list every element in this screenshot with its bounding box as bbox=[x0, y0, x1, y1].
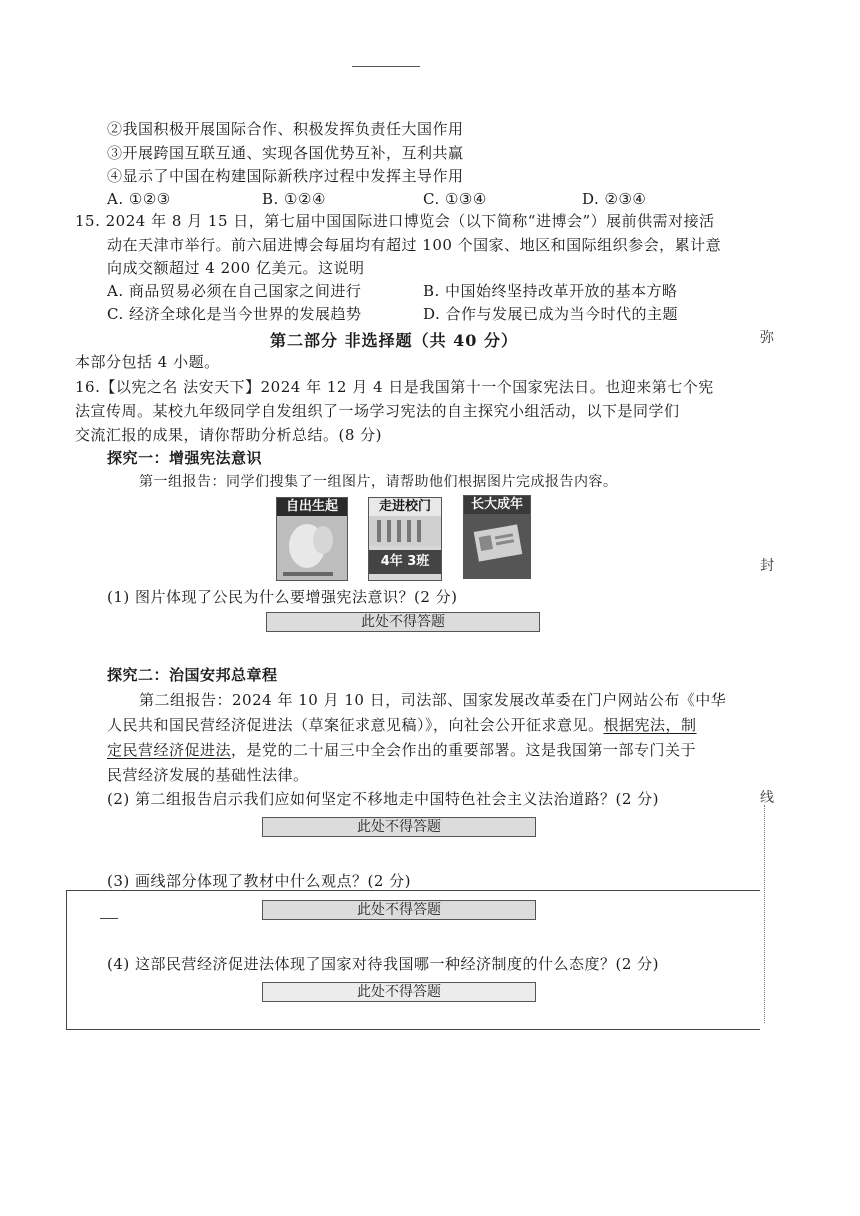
q15-choice-c: C. 经济全球化是当今世界的发展趋势 bbox=[107, 305, 362, 323]
picture-newborn bbox=[276, 497, 348, 581]
q16-stem-1: 16.【以宪之名 法安天下】2024 年 12 月 4 日是我国第十一个国家宪法日。也迎来第七个宪 bbox=[75, 378, 714, 396]
q15-choice-d: D. 合作与发展已成为当今时代的主题 bbox=[423, 305, 679, 323]
q15-stem-1: 15. 2024 年 8 月 15 日，第七届中国国际进口博览会（以下简称“进博会”）展前供需对接活 bbox=[75, 212, 715, 230]
group2-line-2 bbox=[107, 715, 697, 735]
q16-stem-2: 法宣传周。某校九年级同学自发组织了一场学习宪法的自主探究小组活动，以下是同学们 bbox=[75, 402, 680, 420]
option-line-2: ②我国积极开展国际合作、积极发挥负责任大国作用 bbox=[107, 120, 464, 138]
margin-char-mi: 弥 bbox=[760, 330, 774, 346]
top-rule bbox=[352, 66, 420, 67]
option-line-3: ③开展跨国互联互通、实现各国优势互补，互利共赢 bbox=[107, 144, 464, 162]
q15-stem-3: 向成交额超过 4 200 亿美元。这说明 bbox=[107, 259, 365, 277]
group2-line-3-text: ，是党的二十届三中全会作出的重要部署。这是我国第一部专门关于 bbox=[231, 741, 697, 759]
q16-sub2: (2) 第二组报告启示我们应如何坚定不移地走中国特色社会主义法治道路？(2 分) bbox=[107, 790, 660, 808]
q14-choice-d: D. ②③④ bbox=[582, 190, 647, 208]
picture-caption: 长大成年 bbox=[464, 496, 530, 514]
frame-top-line bbox=[66, 890, 760, 891]
picture-caption: 走进校门 bbox=[369, 498, 441, 516]
group2-underlined-1: 根据宪法，制 bbox=[603, 716, 697, 734]
margin-char-xian: 线 bbox=[760, 790, 774, 806]
margin-char-feng: 封 bbox=[760, 558, 774, 574]
binding-dotted-line bbox=[764, 805, 765, 1023]
q15-choice-a: A. 商品贸易必须在自己国家之间进行 bbox=[107, 282, 362, 300]
q15-choice-b: B. 中国始终坚持改革开放的基本方略 bbox=[423, 282, 678, 300]
q16-stem-3: 交流汇报的成果，请你帮助分析总结。(8 分) bbox=[75, 426, 383, 444]
short-dash bbox=[100, 918, 118, 919]
id-card-icon bbox=[464, 514, 531, 579]
picture-adult bbox=[463, 495, 531, 579]
group2-line-3 bbox=[107, 740, 696, 760]
group2-line-1: 第二组报告：2024 年 10 月 10 日，司法部、国家发展改革委在门户网站公布《中华 bbox=[139, 691, 727, 709]
q16-sub1: (1) 图片体现了公民为什么要增强宪法意识？(2 分) bbox=[107, 588, 458, 606]
no-answer-box-2: 此处不得答题 bbox=[262, 817, 536, 837]
q15-stem-2: 动在天津市举行。前六届进博会每届均有超过 100 个国家、地区和国际组织参会，累计意 bbox=[107, 236, 722, 254]
picture-caption: 自出生起 bbox=[277, 498, 347, 516]
q14-choice-a: A. ①②③ bbox=[107, 190, 171, 208]
option-line-4: ④显示了中国在构建国际新秩序过程中发挥主导作用 bbox=[107, 167, 464, 185]
frame-bottom-line bbox=[66, 1029, 760, 1030]
no-answer-box-3: 此处不得答题 bbox=[262, 900, 536, 920]
part2-title: 第二部分 非选择题（共 40 分） bbox=[270, 331, 518, 350]
newborn-hand-icon bbox=[277, 516, 348, 581]
group2-line-4: 民营经济发展的基础性法律。 bbox=[107, 766, 309, 784]
explore1-title: 探究一：增强宪法意识 bbox=[107, 449, 263, 467]
no-answer-box-4: 此处不得答题 bbox=[262, 982, 536, 1002]
group1-report: 第一组报告：同学们搜集了一组图片，请帮助他们根据图片完成报告内容。 bbox=[139, 474, 618, 490]
q14-choice-c: C. ①③④ bbox=[423, 190, 487, 208]
group2-underlined-2: 定民营经济促进法 bbox=[107, 741, 232, 759]
class-sign: 4年 3班 bbox=[369, 550, 441, 574]
explore2-title: 探究二：治国安邦总章程 bbox=[107, 666, 278, 684]
q14-choice-b: B. ①②④ bbox=[262, 190, 326, 208]
q16-sub4: (4) 这部民营经济促进法体现了国家对待我国哪一种经济制度的什么态度？(2 分) bbox=[107, 955, 660, 973]
no-answer-box-1: 此处不得答题 bbox=[266, 612, 540, 632]
frame-left-line bbox=[66, 890, 67, 1030]
school-gate-icon bbox=[369, 516, 442, 546]
part2-intro: 本部分包括 4 小题。 bbox=[75, 353, 220, 371]
group2-line-2-text: 人民共和国民营经济促进法（草案征求意见稿）》，向社会公开征求意见。 bbox=[107, 716, 604, 734]
picture-school bbox=[368, 497, 442, 581]
q16-sub3: (3) 画线部分体现了教材中什么观点？(2 分) bbox=[107, 872, 412, 890]
